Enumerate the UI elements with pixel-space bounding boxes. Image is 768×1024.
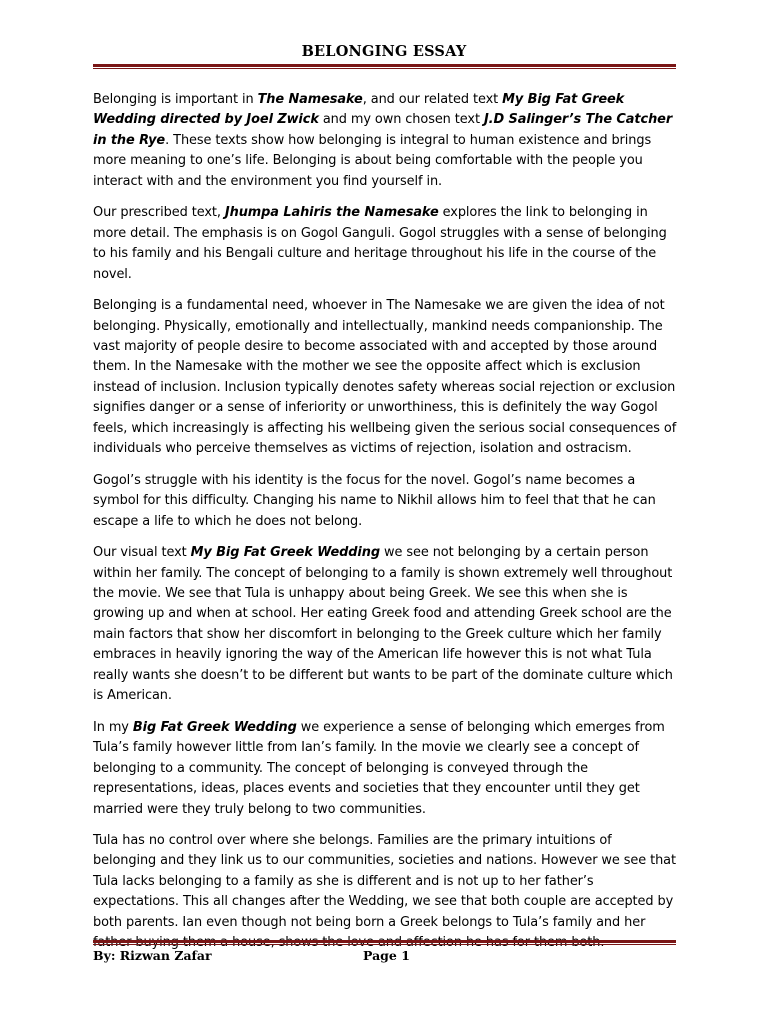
text-run: Belonging is a fundamental need, whoever in The Namesake we are given the idea of not belonging. Physically, emotionally and intellectually, mankind needs companionship. The vast majority of people desire to become associated with and accepted by those around them. In the Namesake with the mother we see the opposite affect which is exclusion instead of inclusion. Inclusion typically denotes safety whereas social rejection or exclusion signifies danger or a sense of inferiority or unworthiness, this is definitely the way Gogol feels, which increasingly is affecting his wellbeing given the serious social consequences of individuals who perceive themselves as victims of rejection, isolation and ostracism. bbox=[93, 298, 677, 457]
essay-paragraph bbox=[93, 90, 677, 192]
document-title: BELONGING ESSAY bbox=[301, 43, 467, 60]
emphasis: J.D Salinger’s The Catcher in the Rye bbox=[93, 112, 673, 148]
essay-body bbox=[93, 90, 677, 965]
emphasis: Big Fat Greek Wedding bbox=[132, 719, 297, 735]
text-run: Gogol’s struggle with his identity is the focus for the novel. Gogol’s name becomes a symbol for this difficulty. Changing his name to Nikhil allows him to feel that that he can escape a life to which he does not belong. bbox=[93, 472, 656, 529]
text-run: Belonging is important in bbox=[93, 92, 258, 107]
text-run: , and our related text bbox=[362, 92, 503, 107]
text-run: and my own chosen text bbox=[318, 112, 484, 128]
essay-paragraph bbox=[93, 203, 677, 285]
footer-page-number: Page 1 bbox=[363, 948, 410, 963]
emphasis: The Namesake bbox=[257, 92, 363, 107]
essay-paragraph bbox=[93, 543, 677, 707]
emphasis: Jhumpa Lahiris the Namesake bbox=[224, 205, 439, 221]
text-run: Our visual text bbox=[93, 545, 191, 561]
emphasis: My Big Fat Greek Wedding directed by Joel Zwick bbox=[93, 92, 625, 128]
emphasis: My Big Fat Greek Wedding bbox=[190, 545, 380, 561]
text-run: Our prescribed text, bbox=[93, 205, 225, 221]
text-run: Tula has no control over where she belongs. Families are the primary intuitions of belonging and they link us to our communities, societies and nations. However we see that Tula lacks belonging to a family as she is different and is not up to her father’s expectations. This all changes after the Wedding, we see that both couple are accepted by both parents. Ian even though not being born a Greek belongs to Tula’s family and her bbox=[93, 832, 676, 930]
essay-paragraph bbox=[93, 296, 677, 460]
footer-author: By: Rizwan Zafar bbox=[93, 948, 212, 963]
text-run: explores the link to belonging in more detail. The emphasis is on Gogol Ganguli. Gogol struggles with a sense of belonging to his family and his Bengali culture and heritage throughout his life in the course of the novel. bbox=[93, 205, 667, 282]
header-rule bbox=[93, 64, 676, 69]
essay-paragraph bbox=[93, 471, 677, 532]
text-run: In my bbox=[93, 719, 133, 735]
essay-paragraph bbox=[93, 831, 677, 954]
text-run: we see not belonging by a certain person within her family. The concept of belonging to a family is shown extremely well throughout the movie. We see that Tula is unhappy about being Greek. We see this when she is growing up and when at school. Her eating Greek food and attending Greek school are the main factors that show her discomfort in belonging to the Greek culture which her family embraces in heavily ignoring the way of the American life however this is not what Tula really wants she doesn’t to be different but wants to be part of the dominate culture which is American. bbox=[93, 545, 673, 704]
footer-rule bbox=[93, 940, 676, 945]
text-run: . These texts show how belonging is integral to human existence and brings more meaning to one’s life. Belonging is about being comfortable with the people you interact with and the environment you find yourself in. bbox=[93, 132, 652, 189]
essay-paragraph bbox=[93, 718, 677, 820]
text-run: we experience a sense of belonging which emerges from Tula’s family however little from Ian’s family. In the movie we clearly see a concept of belonging to a community. The concept of belonging is conveyed through the representations, ideas, places events and societies that they encounter until they get married were they truly belong to two communities. bbox=[93, 719, 665, 817]
